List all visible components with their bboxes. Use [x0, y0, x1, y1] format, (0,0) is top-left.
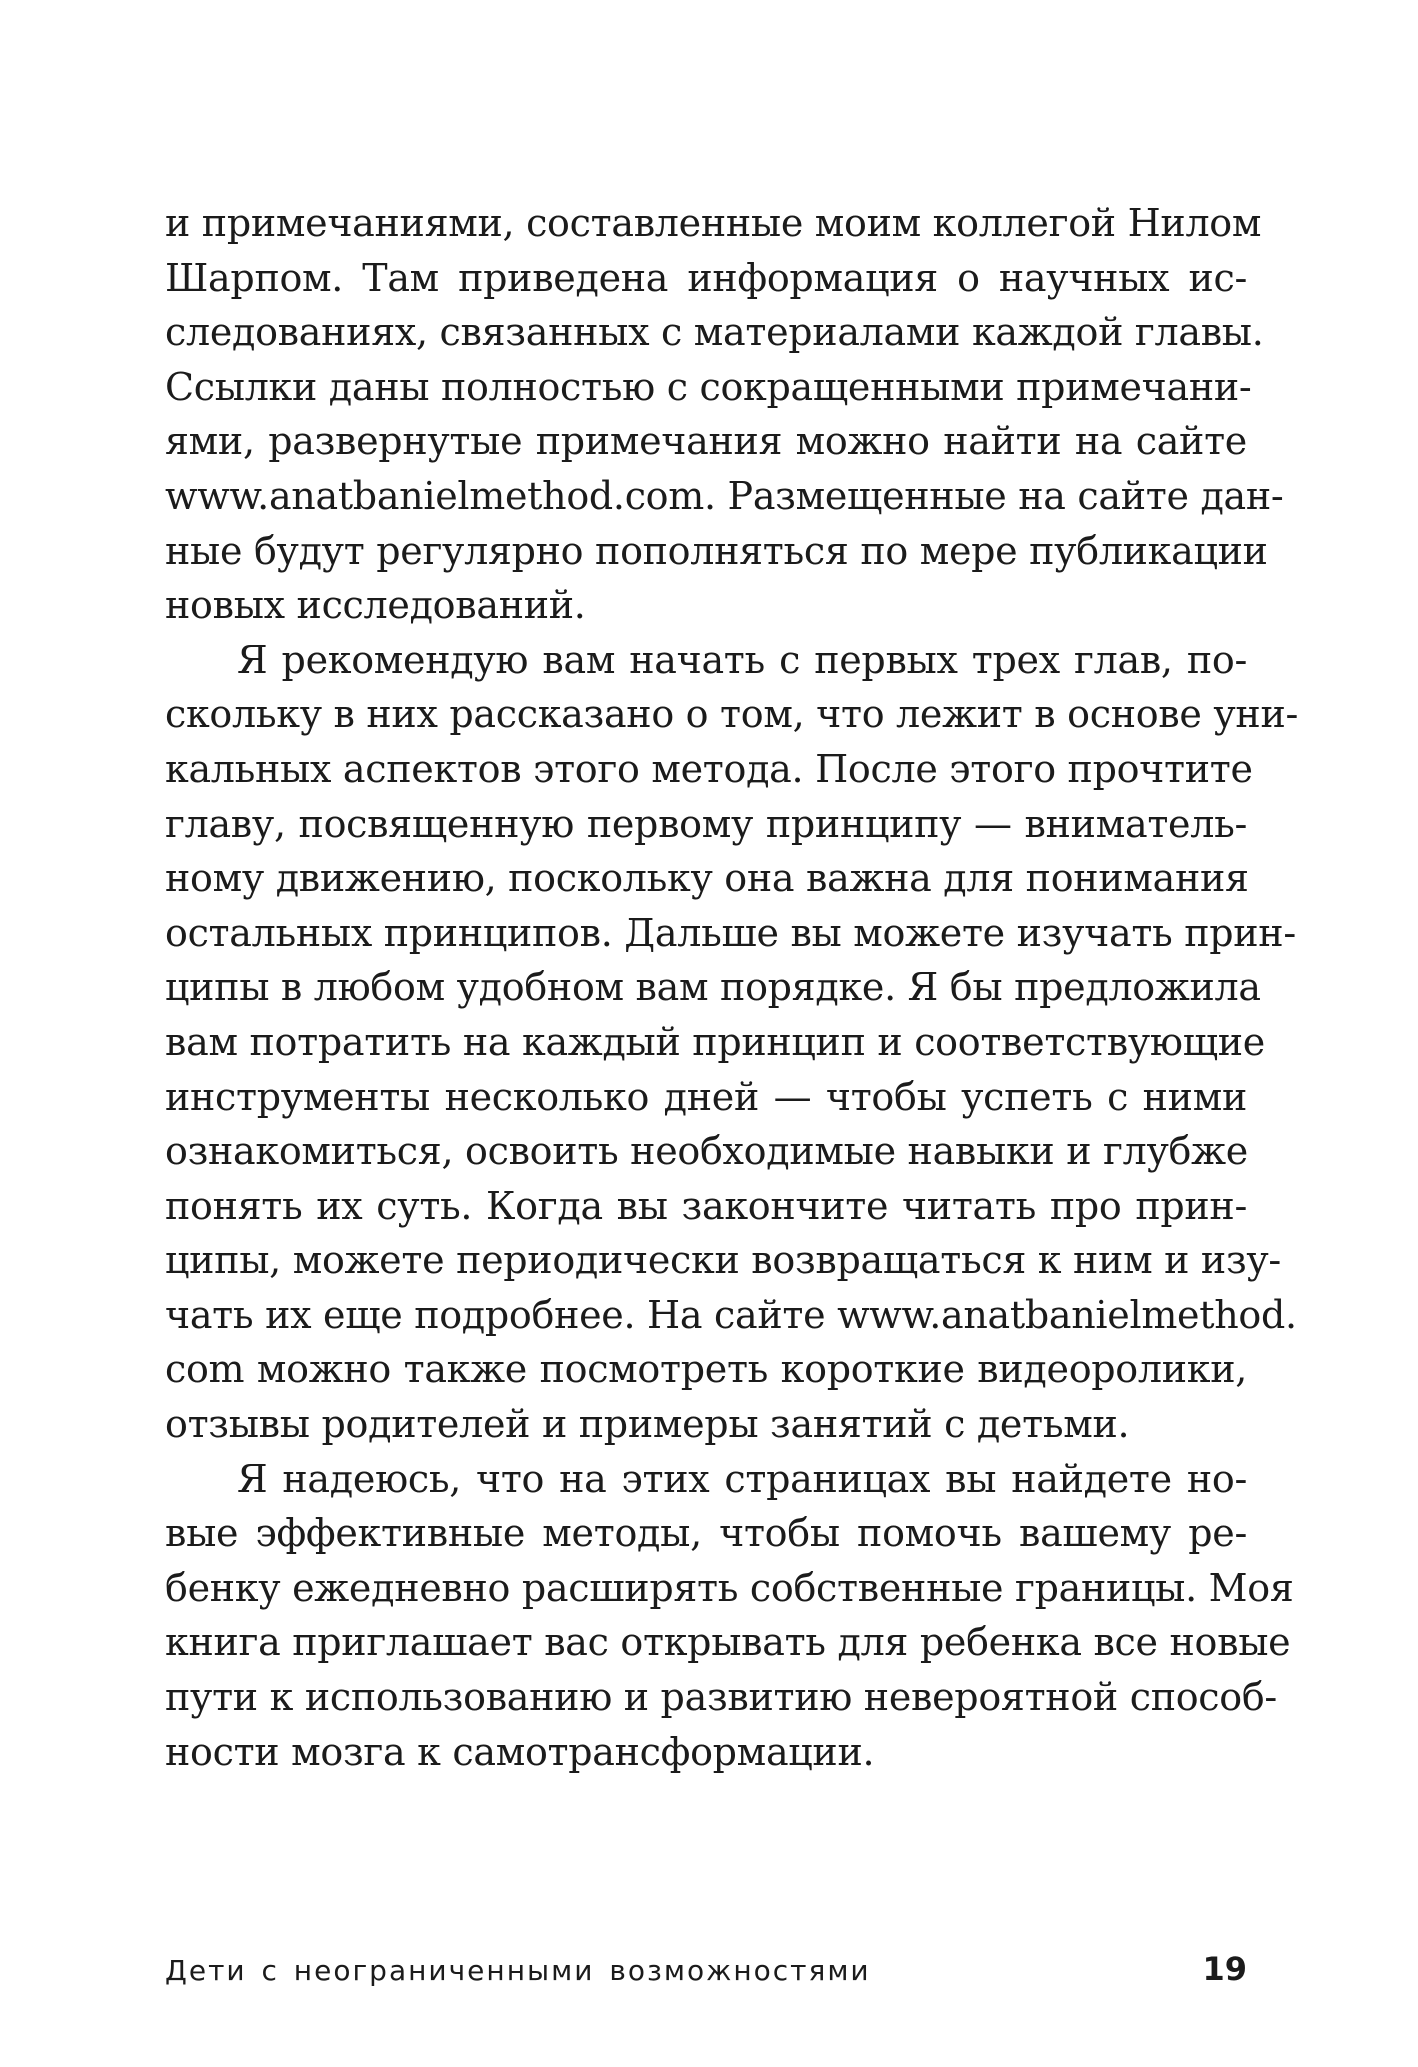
text-line: ознакомиться, освоить необходимые навыки и глубже [165, 1129, 1248, 1174]
page-footer [165, 1950, 1247, 1994]
text-line: com можно также посмотреть короткие видеоролики, [165, 1347, 1247, 1392]
text-line: понять их суть. Когда вы закончите читать про прин- [165, 1183, 1247, 1228]
text-line: книга приглашает вас открывать для ребенка все новые [165, 1620, 1291, 1665]
text-line: ципы, можете периодически возвращаться к ним и изу- [165, 1238, 1281, 1283]
text-line: следованиях, связанных с материалами каждой главы. [165, 310, 1264, 355]
text-line: www.anatbanielmethod.com. Размещенные на сайте дан- [165, 473, 1284, 518]
page-number: 19 [1202, 1950, 1247, 1988]
running-title: Дети с неограниченными возможностями [165, 1954, 871, 1987]
text-line: ному движению, поскольку она важна для понимания [165, 856, 1249, 901]
text-line: инструменты несколько дней — чтобы успеть с ними [165, 1074, 1247, 1119]
text-line: главу, посвященную первому принципу — вниматель- [165, 801, 1247, 846]
text-line: и примечаниями, составленные моим коллегой Нилом [165, 201, 1262, 245]
text-line: кальных аспектов этого метода. После этого прочтите [165, 746, 1253, 791]
text-line: Ссылки даны полностью с сокращенными примечани- [165, 364, 1252, 409]
text-line: ями, развернутые примечания можно найти на сайте [165, 419, 1247, 464]
text-line: ципы в любом удобном вам порядке. Я бы предложила [165, 965, 1261, 1010]
paragraph-first-line: Я надеюсь, что на этих страницах вы найдете но- [237, 1456, 1247, 1501]
text-line: вам потратить на каждый принцип и соответствующие [165, 1019, 1265, 1064]
body-text [165, 196, 1299, 1779]
text-line: новых исследований. [165, 583, 586, 628]
text-line: Шарпом. Там приведена информация о научных ис- [165, 255, 1247, 300]
text-line: чать их еще подробнее. На сайте www.anatbanielmethod. [165, 1292, 1297, 1337]
text-line: пути к использованию и развитию невероятной способ- [165, 1675, 1277, 1720]
text-line: остальных принципов. Дальше вы можете изучать прин- [165, 910, 1296, 955]
text-line: ные будут регулярно пополняться по мере публикации [165, 528, 1268, 573]
paragraph-first-line: Я рекомендую вам начать с первых трех глав, по- [237, 637, 1247, 682]
text-line: бенку ежедневно расширять собственные границы. Моя [165, 1565, 1294, 1610]
text-line: ности мозга к самотрансформации. [165, 1729, 875, 1774]
text-line: скольку в них рассказано о том, что лежит в основе уни- [165, 692, 1299, 737]
text-line: вые эффективные методы, чтобы помочь вашему ре- [165, 1511, 1247, 1556]
text-line: отзывы родителей и примеры занятий с детьми. [165, 1402, 1130, 1447]
